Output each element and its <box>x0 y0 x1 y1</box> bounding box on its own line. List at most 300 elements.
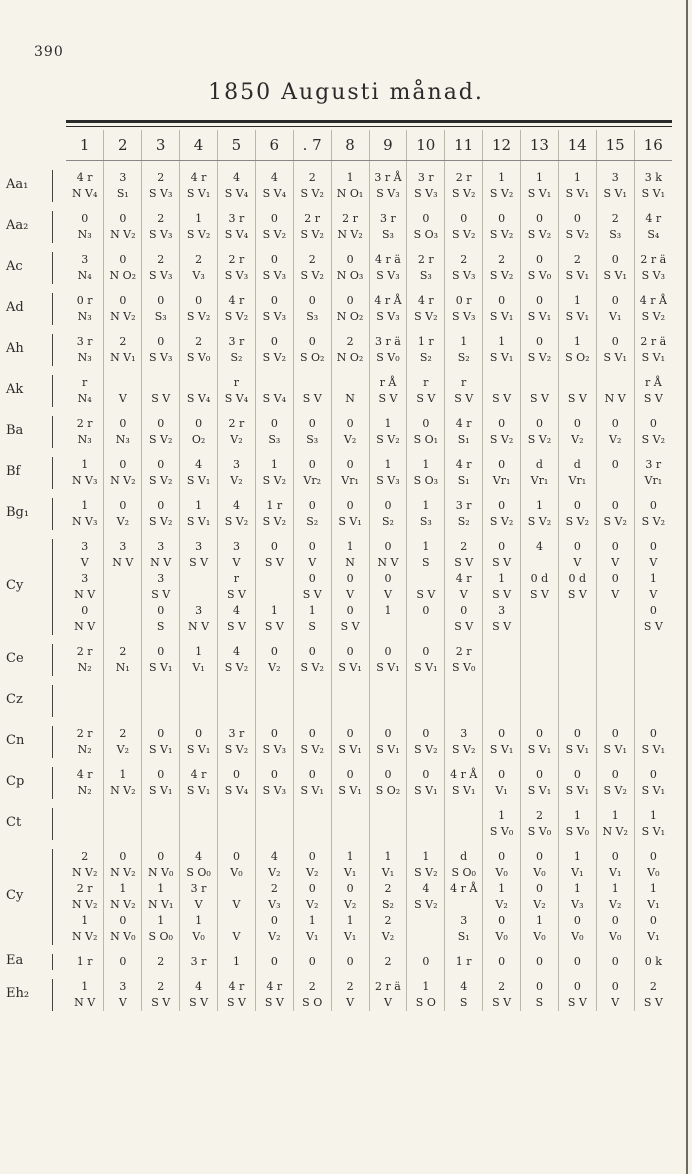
gap-cell <box>445 366 483 375</box>
table-cell <box>634 644 672 660</box>
brace-mark <box>52 808 53 840</box>
table-cell: 0 <box>483 913 521 929</box>
table-cell: N₂ <box>77 784 92 797</box>
table-cell: V <box>596 587 634 603</box>
table-cell: 0 <box>634 849 672 865</box>
table-cell <box>407 808 445 824</box>
table-cell: 0 <box>331 767 369 783</box>
gap-cell <box>331 325 369 334</box>
table-cell: 1 r <box>255 498 293 514</box>
gap-cell <box>104 530 142 539</box>
table-cell: S V₃ <box>142 268 180 284</box>
gap-cell <box>558 717 596 726</box>
table-cell: S V₁ <box>521 742 559 758</box>
table-cell: 0 <box>558 913 596 929</box>
table-cell: N V₀ <box>104 929 142 945</box>
table-cell <box>66 701 104 717</box>
station-label: Eh₂ <box>6 986 30 1001</box>
gap-cell <box>66 448 104 457</box>
gap-cell <box>331 530 369 539</box>
table-cell: S V₂ <box>218 660 256 676</box>
gap-cell <box>255 717 293 726</box>
gap-cell <box>293 840 331 849</box>
table-cell: 0 <box>407 726 445 742</box>
table-cell: 1 <box>369 849 407 865</box>
table-cell: N O₂ <box>104 268 142 284</box>
table-cell: 0 <box>104 913 142 929</box>
table-row <box>66 391 672 407</box>
table-cell: N V₂ <box>596 824 634 840</box>
table-cell: 4 r <box>407 293 445 309</box>
table-cell: S V <box>445 555 483 571</box>
table-cell: S V₂ <box>407 742 445 758</box>
table-cell: S V₂ <box>558 514 596 530</box>
gap-cell <box>521 945 559 954</box>
table-cell: S V₂ <box>634 432 672 448</box>
table-cell <box>483 701 521 717</box>
table-cell: S V₃ <box>407 186 445 202</box>
table-cell: 3 r <box>218 726 256 742</box>
gap-cell <box>521 489 559 498</box>
table-cell: S₂ <box>445 350 483 366</box>
gap-cell <box>407 970 445 979</box>
gap-cell <box>142 676 180 685</box>
table-cell: 0 <box>521 849 559 865</box>
gap-cell <box>445 243 483 252</box>
table-cell: S V₁ <box>558 268 596 284</box>
gap-cell <box>558 325 596 334</box>
gap-cell <box>180 945 218 954</box>
gap-cell <box>634 970 672 979</box>
gap-cell <box>558 366 596 375</box>
table-cell: S V₁ <box>293 783 331 799</box>
table-cell: S V₂ <box>180 227 218 243</box>
table-cell: N V₃ <box>71 474 98 487</box>
table-cell <box>521 701 559 717</box>
gap-cell <box>104 799 142 808</box>
table-cell: S₃ <box>369 227 407 243</box>
gap-cell <box>445 676 483 685</box>
table-cell: 3 r <box>407 170 445 186</box>
table-cell: 1 <box>558 334 596 350</box>
gap-cell <box>369 448 407 457</box>
table-cell: 2 <box>521 808 559 824</box>
table-cell: 2 <box>369 954 407 970</box>
table-cell: V <box>331 587 369 603</box>
table-cell: S V₁ <box>369 660 407 676</box>
gap-cell <box>558 635 596 644</box>
table-cell: S V₀ <box>445 660 483 676</box>
table-cell: 4 r Å <box>369 293 407 309</box>
table-cell: N₄ <box>77 269 92 282</box>
table-cell: N₃ <box>77 433 92 446</box>
gap-cell <box>66 758 104 767</box>
gap-cell <box>66 161 104 171</box>
table-cell <box>521 685 559 701</box>
table-row <box>66 701 672 717</box>
table-cell: 0 <box>293 539 331 555</box>
brace-mark <box>52 334 53 366</box>
table-cell: 0 <box>142 416 180 432</box>
table-cell: S V₂ <box>483 514 521 530</box>
table-cell: 0 <box>369 726 407 742</box>
table-cell: S V <box>293 587 331 603</box>
table-cell: S V₁ <box>634 742 672 758</box>
station-label: Ad <box>6 300 24 315</box>
gap-cell <box>66 970 104 979</box>
table-cell: 0 <box>255 252 293 268</box>
table-cell <box>407 824 445 840</box>
table-cell: 0 <box>293 416 331 432</box>
table-cell: S V₃ <box>218 268 256 284</box>
table-cell: V₂ <box>218 473 256 489</box>
gap-cell <box>521 840 559 849</box>
table-cell <box>445 808 483 824</box>
table-cell: S V₁ <box>445 783 483 799</box>
table-cell: S V <box>445 391 483 407</box>
gap-cell <box>180 161 218 171</box>
table-cell: 0 <box>596 571 634 587</box>
table-cell: S V <box>634 619 672 635</box>
table-cell <box>558 660 596 676</box>
gap-cell <box>369 284 407 293</box>
table-cell: 0 <box>407 416 445 432</box>
table-cell: 1 <box>104 767 142 783</box>
table-cell: 0 <box>596 979 634 995</box>
table-cell: S O₀ <box>142 929 180 945</box>
table-cell: V₂ <box>369 929 407 945</box>
table-cell: N₃ <box>77 310 92 323</box>
table-cell: S O₂ <box>369 783 407 799</box>
table-cell: V <box>634 555 672 571</box>
table-cell: 0 <box>180 416 218 432</box>
table-cell: 0 <box>293 726 331 742</box>
gap-cell <box>218 243 256 252</box>
gap-cell <box>634 284 672 293</box>
table-cell: 0 <box>483 457 521 473</box>
table-cell: S V₃ <box>255 268 293 284</box>
gap-cell <box>293 530 331 539</box>
table-cell: N V₂ <box>104 309 142 325</box>
gap-cell <box>104 366 142 375</box>
table-cell <box>558 619 596 635</box>
block-gap <box>66 243 672 252</box>
table-cell <box>255 375 293 391</box>
table-cell: 3 r <box>218 211 256 227</box>
gap-cell <box>596 366 634 375</box>
table-cell: 4 r <box>255 979 293 995</box>
table-cell <box>634 660 672 676</box>
table-cell: V₂ <box>331 432 369 448</box>
table-cell <box>255 685 293 701</box>
gap-cell <box>369 799 407 808</box>
table-cell: 0 <box>483 416 521 432</box>
gap-cell <box>293 489 331 498</box>
gap-cell <box>293 676 331 685</box>
block-gap <box>66 202 672 211</box>
table-cell: 0 <box>634 539 672 555</box>
gap-cell <box>255 284 293 293</box>
table-cell: 0 <box>445 211 483 227</box>
table-cell: 0 <box>407 211 445 227</box>
table-cell: 1 <box>331 849 369 865</box>
table-cell: S V₂ <box>293 268 331 284</box>
gap-cell <box>331 970 369 979</box>
table-cell <box>180 571 218 587</box>
table-cell: 0 <box>558 726 596 742</box>
table-cell: 1 <box>180 644 218 660</box>
gap-cell <box>483 970 521 979</box>
table-cell: 2 r <box>331 211 369 227</box>
table-cell <box>521 619 559 635</box>
table-cell: S O <box>407 995 445 1011</box>
table-cell: S V <box>180 555 218 571</box>
gap-cell <box>634 243 672 252</box>
gap-cell <box>180 243 218 252</box>
table-cell: S₃ <box>255 432 293 448</box>
brace-mark <box>52 375 53 407</box>
gap-cell <box>218 284 256 293</box>
table-cell: 0 <box>104 416 142 432</box>
table-cell: 0 <box>331 571 369 587</box>
gap-cell <box>521 161 559 171</box>
table-cell: 0 <box>293 849 331 865</box>
table-cell: S V₁ <box>407 660 445 676</box>
gap-cell <box>558 840 596 849</box>
gap-cell <box>180 489 218 498</box>
table-cell <box>255 824 293 840</box>
table-cell: 1 r <box>76 955 93 968</box>
table-cell: N V₂ <box>104 865 142 881</box>
gap-cell <box>331 366 369 375</box>
table-cell: N O₂ <box>331 309 369 325</box>
table-cell <box>521 644 559 660</box>
gap-cell <box>255 243 293 252</box>
table-cell: 0 <box>218 767 256 783</box>
table-cell <box>180 375 218 391</box>
table-cell: 0 <box>293 293 331 309</box>
table-cell: 0 <box>521 416 559 432</box>
table-cell: 1 <box>596 881 634 897</box>
table-cell <box>218 701 256 717</box>
gap-cell <box>104 202 142 211</box>
table-cell: S₂ <box>218 350 256 366</box>
station-label: Ce <box>6 651 24 666</box>
table-cell: 0 <box>596 954 634 970</box>
table-cell: 0 <box>558 979 596 995</box>
table-cell <box>407 913 445 929</box>
block-gap <box>66 840 672 849</box>
table-cell <box>369 808 407 824</box>
gap-cell <box>331 489 369 498</box>
gap-cell <box>445 970 483 979</box>
table-cell: 3 r ä <box>369 334 407 350</box>
table-cell: V <box>331 995 369 1011</box>
table-cell: 4 r <box>218 979 256 995</box>
table-cell: S V₃ <box>255 783 293 799</box>
block-gap <box>66 970 672 979</box>
table-cell: S V <box>369 391 407 407</box>
gap-cell <box>407 676 445 685</box>
gap-cell <box>331 284 369 293</box>
table-cell <box>218 913 256 929</box>
table-cell: S₂ <box>293 514 331 530</box>
table-row <box>66 644 672 660</box>
table-cell: 1 <box>255 603 293 619</box>
table-cell: 0 <box>369 767 407 783</box>
table-cell: N₁ <box>104 660 142 676</box>
table-cell: S V₁ <box>558 783 596 799</box>
table-cell: 3 r <box>218 334 256 350</box>
gap-cell <box>596 676 634 685</box>
table-cell <box>558 644 596 660</box>
gap-cell <box>369 676 407 685</box>
gap-cell <box>331 448 369 457</box>
table-cell: S V₂ <box>255 514 293 530</box>
table-cell: 0 <box>142 457 180 473</box>
table-cell: S₄ <box>634 227 672 243</box>
table-cell: N V <box>142 555 180 571</box>
gap-cell <box>142 717 180 726</box>
table-cell: 0 <box>331 726 369 742</box>
table-cell <box>483 644 521 660</box>
table-cell: V₁ <box>596 309 634 325</box>
table-cell: N V₂ <box>71 930 98 943</box>
table-cell: 0 <box>331 293 369 309</box>
table-cell: 0 <box>293 644 331 660</box>
table-cell: N <box>331 391 369 407</box>
table-cell: 0 <box>521 293 559 309</box>
table-cell <box>445 685 483 701</box>
table-cell: 4 <box>218 498 256 514</box>
table-cell: 2 <box>293 170 331 186</box>
table-cell: V₃ <box>255 897 293 913</box>
table-cell: N₂ <box>77 743 92 756</box>
table-cell: S V₂ <box>180 309 218 325</box>
table-cell <box>104 824 142 840</box>
station-label: Cy <box>6 578 24 593</box>
table-cell: Vr₂ <box>293 473 331 489</box>
gap-cell <box>596 243 634 252</box>
gap-cell <box>104 489 142 498</box>
table-cell: S <box>142 619 180 635</box>
table-cell: 3 k <box>634 170 672 186</box>
table-cell: 0 <box>255 767 293 783</box>
header-rule <box>66 120 672 123</box>
gap-cell <box>407 366 445 375</box>
table-cell: S V <box>255 619 293 635</box>
table-cell: 0 <box>293 881 331 897</box>
table-row <box>66 514 672 530</box>
station-label: Bg₁ <box>6 505 30 520</box>
table-cell: S₂ <box>445 514 483 530</box>
table-cell: S V₃ <box>369 268 407 284</box>
table-cell: 1 <box>104 881 142 897</box>
table-cell: 1 r <box>445 954 483 970</box>
gap-cell <box>483 635 521 644</box>
table-cell: 3 r <box>76 335 93 348</box>
table-cell: S <box>445 995 483 1011</box>
table-row <box>66 252 672 268</box>
table-cell: 3 <box>104 170 142 186</box>
gap-cell <box>218 407 256 416</box>
table-cell <box>66 808 104 824</box>
table-cell: 2 <box>445 539 483 555</box>
gap-cell <box>483 161 521 171</box>
gap-cell <box>407 635 445 644</box>
table-cell: S V₁ <box>521 309 559 325</box>
table-cell: S V₁ <box>180 186 218 202</box>
table-row <box>66 897 672 913</box>
block-gap <box>66 489 672 498</box>
gap-cell <box>104 840 142 849</box>
gap-cell <box>66 676 104 685</box>
table-cell: S V <box>255 995 293 1011</box>
gap-cell <box>596 448 634 457</box>
gap-cell <box>521 635 559 644</box>
table-cell: Vr₁ <box>634 473 672 489</box>
block-gap <box>66 284 672 293</box>
table-cell: S V₂ <box>218 309 256 325</box>
gap-cell <box>142 243 180 252</box>
table-cell <box>180 587 218 603</box>
table-cell: 3 <box>81 572 89 585</box>
table-cell: 0 <box>142 334 180 350</box>
gap-cell <box>407 284 445 293</box>
gap-cell <box>596 635 634 644</box>
gap-cell <box>255 840 293 849</box>
table-cell <box>407 929 445 945</box>
table-cell: 0 <box>634 498 672 514</box>
column-header: 6 <box>255 130 293 161</box>
table-cell: 4 <box>180 979 218 995</box>
gap-cell <box>483 945 521 954</box>
table-cell: 0 <box>369 498 407 514</box>
gap-cell <box>66 366 104 375</box>
table-cell: 0 <box>558 539 596 555</box>
table-cell: S V₁ <box>483 742 521 758</box>
brace-mark <box>52 539 53 635</box>
table-cell: 1 <box>180 498 218 514</box>
table-cell: 4 r <box>218 293 256 309</box>
table-cell <box>596 375 634 391</box>
gap-cell <box>142 635 180 644</box>
table-cell <box>180 685 218 701</box>
gap-cell <box>369 717 407 726</box>
table-cell: S V₂ <box>407 309 445 325</box>
gap-cell <box>521 407 559 416</box>
table-cell: 1 <box>558 881 596 897</box>
table-cell: S V <box>483 587 521 603</box>
gap-cell <box>445 635 483 644</box>
table-cell: S V₄ <box>255 186 293 202</box>
table-cell: S V₂ <box>445 186 483 202</box>
table-cell: 0 <box>483 849 521 865</box>
table-cell <box>596 619 634 635</box>
gap-cell <box>255 945 293 954</box>
block-gap <box>66 758 672 767</box>
table-cell <box>369 824 407 840</box>
table-cell: 0 <box>255 954 293 970</box>
table-cell <box>483 375 521 391</box>
table-cell: r Å <box>369 375 407 391</box>
column-header: 8 <box>331 130 369 161</box>
gap-cell <box>521 448 559 457</box>
gap-cell <box>293 202 331 211</box>
table-cell: S V <box>558 391 596 407</box>
table-cell: 3 <box>218 457 256 473</box>
table-cell <box>293 685 331 701</box>
